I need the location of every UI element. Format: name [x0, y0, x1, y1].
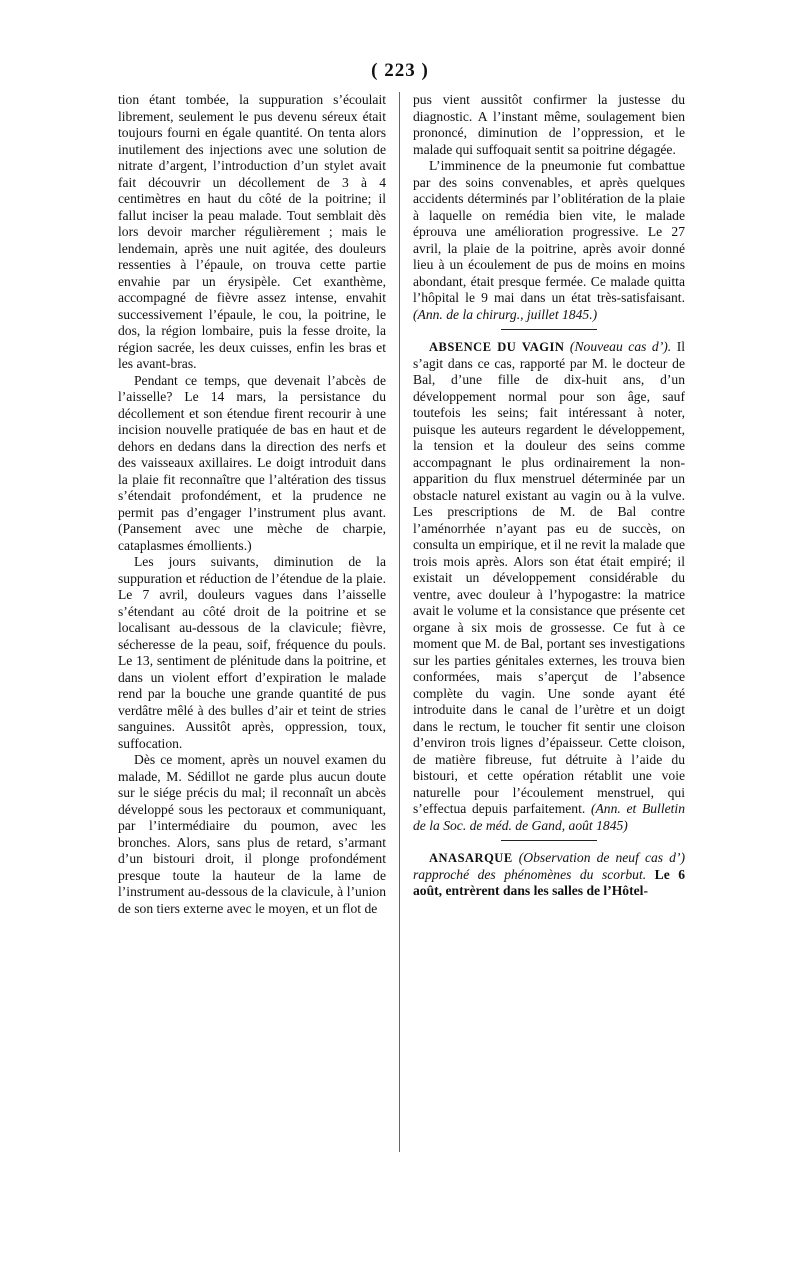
section-rule	[501, 329, 597, 330]
left-column	[118, 92, 386, 917]
absence-du-vagin-heading: ABSENCE DU VAGIN	[429, 340, 565, 354]
left-paragraph-2: Pendant ce temps, que devenait l’abcès de l’aisselle? Le 14 mars, la persistance du décollement et son étendue firent recourir à une incision nouvelle pratiquée de bas en haut et de dehors en dedans dans la direction des nerfs et des vaisseaux axillaires. Le doigt introduit dans la plaie fit reconnaître que l’altération des tissus s’étendait profondément, et la prudence ne permit pas d’engager l’instrument plus avant. (Pansement avec une mèche de charpie, cataplasmes émollients.)	[118, 372, 386, 553]
absence-du-vagin-reference: (Ann. et Bulletin de la Soc. de méd. de Gand, août 1845)	[413, 801, 685, 833]
absence-du-vagin-source: (Nouveau cas d’).	[569, 339, 672, 354]
right-paragraph-2	[413, 158, 685, 323]
absence-du-vagin-text: Il s’agit dans ce cas, rapporté par M. le docteur de Bal, d’une fille de dix-huit ans, d’un développement normal pour son âge, sauf toutefois les seins; fait intéressant à noter, puisque les auteurs regardent le développement, la tension et la douleur des seins comme accompagnant le plus ordinairement la non-apparition du flux menstruel déterminée par un obstacle naturel existant au vagin ou à la vulve. Les prescriptions de M. de Bal contre l’aménorrhée n’ayant pas eu de succès, on consulta un empirique, et il ne revit la malade que trois mois après. Alors son état était empiré; il existait un développement considérable du ventre, avec douleur à l’hypogastre: la matrice avait le volume et la consistance que présente cet organe à six mois de grossesse. Ce fut à ce moment que M. de Bal, portant ses investigations sur les parties génitales externes, les trouva bien conformées, mais s’aperçut de l’absence complète du vagin. Une sonde ayant été introduite dans le canal de l’urètre et un doigt dans le rectum, le toucher fit sentir une cloison d’environ trois lignes d’épaisseur. Cette cloison, de matière fibreuse, fut détruite à l’aide du bistouri, et cette opération rétablit une voie naturelle pour l’écoulement menstruel, qui s’effectua depuis parfaitement.	[413, 339, 685, 816]
page-number: ( 223 )	[371, 60, 429, 81]
left-paragraph-3: Les jours suivants, diminution de la suppuration et réduction de l’étendue de la plaie. Le 7 avril, douleurs vagues dans l’aisselle s’étendant au côté droit de la poitrine et se localisant au-dessous de la clavicule; fièvre, sécheresse de la peau, soif, fréquence du pouls. Le 13, sentiment de plénitude dans la poitrine, et dans un violent effort d’expiration le malade rend par la bouche une grande quantité de pus verdâtre mêlé à des bulles d’air et teint de stries sanguines. Aussitôt après, oppression, toux, suffocation.	[118, 554, 386, 751]
anasarque-title: (Observation de neuf cas d’) rapproché des phénomènes du scorbut.	[413, 850, 685, 882]
left-paragraph-4-text: Dès ce moment, après un nouvel examen du malade, M. Sédillot ne garde plus aucun doute sur le siége précis du mal; il reconnaît un abcès développé sous les pectoraux et communiquant, par l’intermédiaire du poumon, avec les bronches. Alors, sans plus de retard, s’armant d’un bistouri droit, il plonge profondément presque toute la hauteur de la lame de l’instrument au-dessous de la clavicule, à l’union de son tiers externe avec le moyen, et un flot de	[118, 752, 386, 916]
right-paragraph-2-source: (Ann. de la chirurg., juillet 1845.)	[413, 306, 598, 322]
anasarque-heading: ANASARQUE	[429, 851, 513, 865]
anasarque-article	[413, 850, 685, 900]
right-paragraph-1: pus vient aussitôt confirmer la justesse du diagnostic. A l’instant même, soulagement bien prononcé, diminution de l’oppression, et le malade qui suffoquait sentit sa poitrine dégagée.	[413, 92, 685, 157]
absence-du-vagin-article	[413, 339, 685, 834]
right-paragraph-2-text: L’imminence de la pneumonie fut combattue par des soins convenables, et après quelques accidents déterminés par l’oblitération de la plaie à laquelle on remédia bien vite, le malade éprouva une amélioration progressive. Le 27 avril, la plaie de la poitrine, après avoir donné lieu à un écoulement de pus de moins en moins abondant, était presque fermée. Ce malade quitta l’hôpital le 9 mai dans un état très-satisfaisant.	[413, 158, 685, 305]
right-column	[413, 92, 685, 900]
left-paragraph-1: tion étant tombée, la suppuration s’écoulait librement, seulement le pus devenu séreux était toujours fourni en égale quantité. On tenta alors inutilement des injections avec une solution de nitrate d’argent, l’introduction d’un stylet avait fait découvrir un décollement de 3 à 4 centimètres en haut du côté de la poitrine; il fallut inciser la peau malade. Tout semblait dès lors devoir marcher régulièrement ; mais le lendemain, après une nuit agitée, des douleurs ressenties à l’épaule, on trouva cette partie envahie par un érysipèle. Cet exanthème, accompagné de fièvre assez intense, envahit successivement l’épaule, le cou, la poitrine, le dos, la région lombaire, puis la fesse droite, la région sacrée, les deux cuisses, enfin les bras et les avant-bras.	[118, 92, 386, 371]
left-paragraph-4	[118, 752, 386, 917]
section-rule	[501, 840, 597, 841]
column-divider	[399, 92, 400, 1152]
anasarque-text: Le 6 août, entrèrent dans les salles de l’Hôtel-	[413, 866, 686, 898]
